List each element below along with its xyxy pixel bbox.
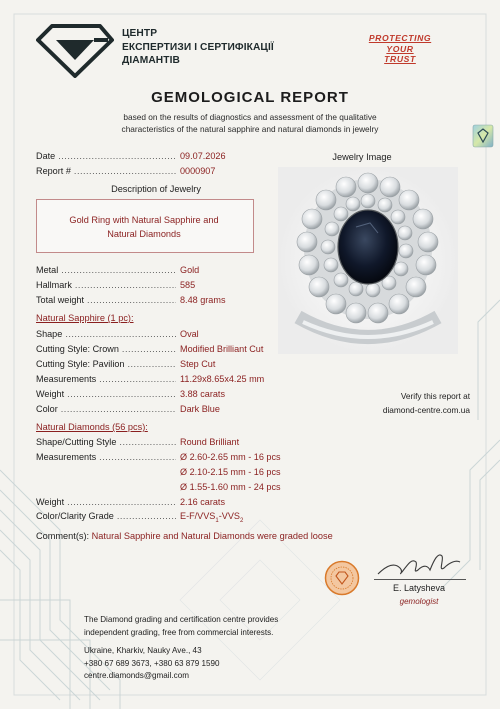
- grade-label: Color/Clarity Grade .....: [36, 511, 176, 522]
- report-number-label: Report # .....: [36, 166, 176, 177]
- comments: [36, 531, 333, 541]
- report-number-value: 0000907: [180, 166, 216, 176]
- hallmark-value: 585: [180, 280, 196, 290]
- total-weight-value: 8.48 grams: [180, 295, 226, 305]
- signatory-name: E. Latysheva: [392, 583, 446, 593]
- footer-address: Ukraine, Kharkiv, Nauky Ave., 43: [84, 646, 202, 655]
- footer-statement: The Diamond grading and certification centre provides independent grading, free from commercial interests.: [84, 615, 279, 637]
- ring-photo: [278, 167, 458, 354]
- diamond-measurements-value-3: Ø 1.55-1.60 mm - 24 pcs: [180, 482, 281, 492]
- description-text: Gold Ring with Natural Sapphire and Natural Diamonds: [69, 215, 219, 239]
- jewelry-image-label: Jewelry Image: [332, 152, 392, 162]
- sapphire-heading: Natural Sapphire (1 pc):: [36, 313, 134, 323]
- pavilion-value: Step Cut: [180, 359, 216, 369]
- sapphire-measurements-label: Measurements .....: [36, 374, 176, 385]
- report-title: GEMOLOGICAL REPORT: [151, 89, 349, 106]
- organization-name: ЦЕНТР ЕКСПЕРТИЗИ І СЕРТИФІКАЦІЇ ДІАМАНТІВ: [122, 28, 274, 66]
- date-value: 09.07.2026: [180, 151, 226, 161]
- diamond-shape-value: Round Brilliant: [180, 437, 240, 447]
- diamond-weight-value: 2.16 carats: [180, 497, 225, 507]
- footer-email[interactable]: centre.diamonds@gmail.com: [84, 671, 189, 680]
- sapphire-shape-label: Shape .....: [36, 329, 176, 340]
- report-subtitle: based on the results of diagnostics and assessment of the qualitative characteristics of the natural sapphire and natural diamonds in jewelry: [121, 112, 379, 134]
- diamond-measurements-label: Measurements .....: [36, 452, 176, 463]
- crown-value: Modified Brilliant Cut: [180, 344, 264, 354]
- diamond-shape-label: Shape/Cutting Style .....: [36, 437, 176, 448]
- sapphire-weight-value: 3.88 carats: [180, 389, 225, 399]
- hologram-sticker-icon: [472, 124, 494, 148]
- verify-link[interactable]: diamond-centre.com.ua: [382, 405, 470, 415]
- comments-text: Natural Sapphire and Natural Diamonds were graded loose: [91, 531, 333, 541]
- footer-contacts: [84, 645, 374, 683]
- sapphire-shape-value: Oval: [180, 329, 199, 339]
- metal-value: Gold: [180, 265, 200, 275]
- comments-label: Comment(s):: [36, 531, 90, 541]
- diamond-weight-label: Weight .....: [36, 497, 176, 508]
- pavilion-label: Cutting Style: Pavilion .....: [36, 359, 176, 370]
- signature-line: [374, 579, 466, 580]
- seal-stamp-icon: [324, 560, 360, 596]
- hallmark-label: Hallmark .....: [36, 280, 176, 291]
- sapphire-weight-label: Weight .....: [36, 389, 176, 400]
- sapphire-color-label: Color .....: [36, 404, 176, 415]
- crown-label: Cutting Style: Crown .....: [36, 344, 176, 355]
- sapphire-color-value: Dark Blue: [180, 404, 220, 414]
- footer-phones: +380 67 689 3673, +380 63 879 1590: [84, 658, 220, 668]
- verify-note: Verify this report at diamond-centre.com.ua: [330, 389, 470, 417]
- diamond-logo-icon: [36, 24, 114, 78]
- diamond-measurements-value-2: Ø 2.10-2.15 mm - 16 pcs: [180, 467, 281, 477]
- diamonds-heading: Natural Diamonds (56 pcs):: [36, 422, 148, 432]
- description-heading: Description of Jewelry: [111, 184, 201, 194]
- grade-value: $E-F/VVS_1-VVS_2$: [180, 511, 244, 524]
- total-weight-label: Total weight .....: [36, 295, 176, 306]
- metal-label: Metal .....: [36, 265, 176, 276]
- signature: [372, 548, 464, 582]
- date-label: Date .....: [36, 151, 176, 162]
- slogan: PROTECTING YOUR TRUST: [368, 33, 432, 64]
- sapphire-measurements-value: 11.29x8.65x4.25 mm: [180, 374, 265, 384]
- diamond-measurements-value-1: Ø 2.60-2.65 mm - 16 pcs: [180, 452, 281, 462]
- signatory-role: gemologist: [399, 597, 439, 606]
